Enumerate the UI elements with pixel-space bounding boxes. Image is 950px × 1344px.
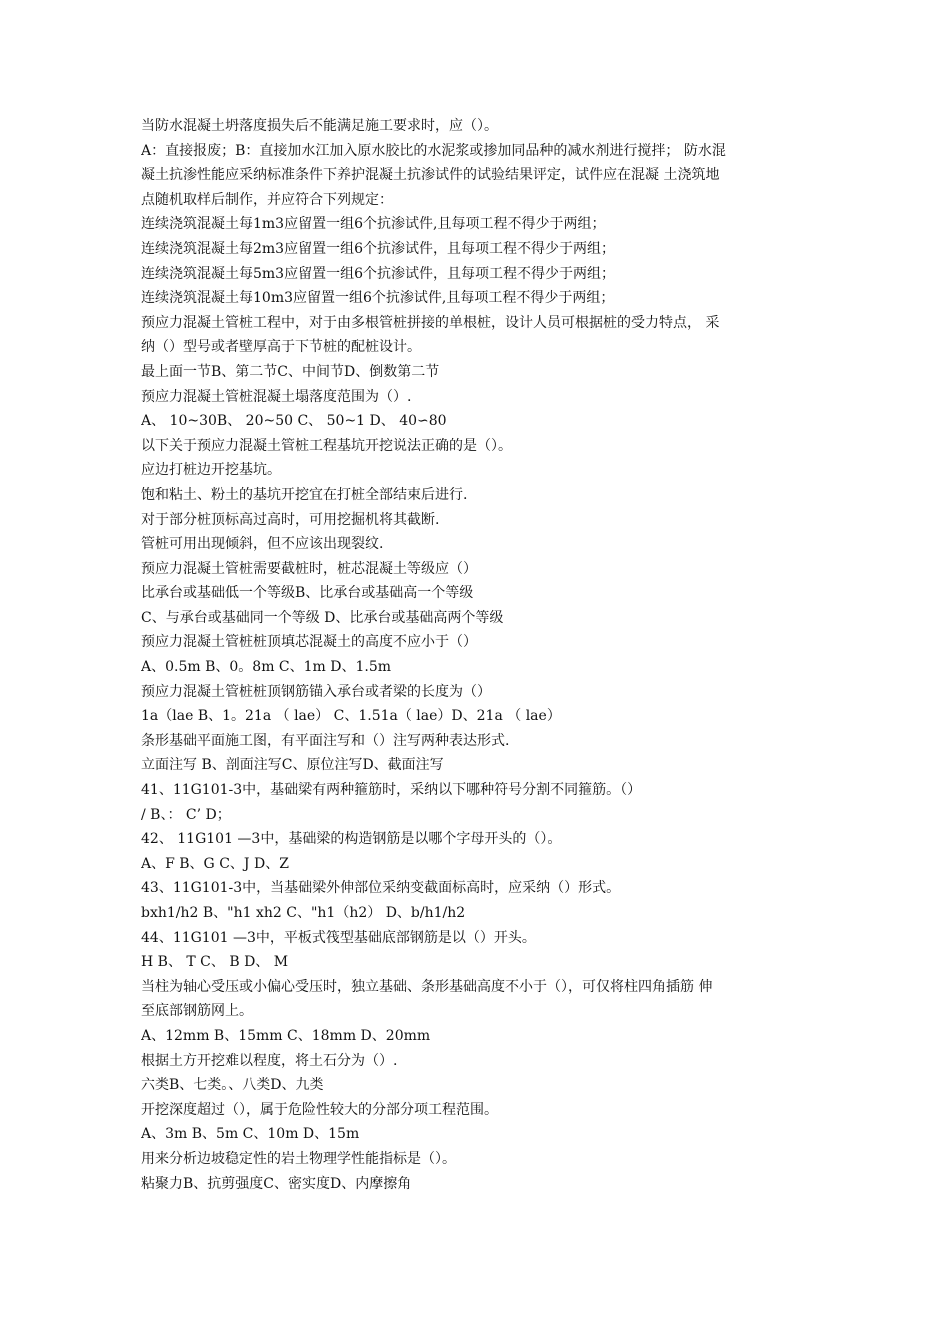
text-line: 条形基础平面施工图，有平面注写和（）注写两种表达形式. (141, 732, 510, 749)
text-line: 预应力混凝土管桩桩顶填芯混凝土的高度不应小于（） (141, 634, 477, 651)
text-line: 当防水混凝土坍落度损失后不能满足施工要求时，应（）。 (141, 118, 498, 134)
text-line: 预应力混凝土管桩桩顶钢筋锚入承台或者梁的长度为（） (141, 683, 491, 700)
text-line: bxh1/h2 B、"h1 xh2 C、"h1（h2） D、b/h1/h2 (141, 905, 466, 921)
text-line: 粘聚力B、抗剪强度C、密实度D、内摩擦角 (141, 1175, 412, 1192)
text-line: 点随机取样后制作，并应符合下列规定： (141, 191, 393, 208)
text-line: 44、11G101 —3中，平板式筏型基础底部钢筋是以（）开头。 (141, 929, 536, 946)
text-line: 应边打桩边开挖基坑。 (141, 462, 281, 479)
text-line: 立面注写 B、剖面注写C、原位注写D、截面注写 (141, 757, 444, 774)
text-line: 预应力混凝土管桩工程中，对于由多根管桩拼接的单根桩，设计人员可根据桩的受力特点， 采 (141, 314, 720, 331)
text-line: 以下关于预应力混凝土管桩工程基坑开挖说法正确的是（）。 (141, 437, 512, 454)
text-line: A：直接报废；B：直接加水江加入原水胶比的水泥浆或掺加同品种的减水剂进行搅拌； 防水混 (141, 142, 726, 159)
text-line: 至底部钢筋网上。 (141, 1003, 253, 1020)
text-line: 根据土方开挖难以程度，将土石分为（）. (141, 1052, 398, 1069)
text-line: 对于部分桩顶标高过高时，可用挖掘机将其截断. (141, 511, 440, 528)
text-line: A、F B、G C、J D、Z (141, 855, 289, 872)
text-line: 42、 11G101 —3中，基础梁的构造钢筋是以哪个字母开头的（）。 (141, 831, 562, 848)
text-line: A、0.5m B、0。8m C、1m D、1.5m (141, 659, 392, 676)
text-line: 1a（lae B、1。21a （ lae） C、1.51a（ lae）D、21a （ lae） (141, 708, 561, 725)
document-body (141, 114, 821, 1196)
text-line: A、12mm B、15mm C、18mm D、20mm (141, 1027, 431, 1044)
text-line: 管桩可用出现倾斜，但不应该出现裂纹. (141, 536, 384, 553)
text-line: 比承台或基础低一个等级B、比承台或基础高一个等级 (141, 585, 474, 602)
text-line: A、 10~30B、 20~50 C、 50~1 D、 40∽80 (141, 413, 447, 430)
text-line: 纳（）型号或者壁厚高于下节桩的配桩设计。 (141, 339, 421, 356)
text-line: 连续浇筑混凝土每2m3应留置一组6个抗渗试件，且每项工程不得少于两组； (141, 240, 615, 257)
text-line: 连续浇筑混凝土每1m3应留置一组6个抗渗试件,且每项工程不得少于两组； (141, 216, 606, 233)
text-line: 凝土抗渗性能应采纳标准条件下养护混凝土抗渗试件的试验结果评定，试件应在混凝 土浇筑地 (141, 167, 720, 184)
text-line: 用来分析边坡稳定性的岩土物理学性能指标是（）。 (141, 1150, 456, 1167)
text-line: 最上面一节B、第二节C、中间节D、倒数第二节 (141, 363, 440, 380)
text-line: 饱和粘土、粉土的基坑开挖宜在打桩全部结束后进行. (141, 486, 468, 503)
text-line: A、3m B、5m C、10m D、15m (141, 1126, 360, 1143)
text-line: 当柱为轴心受压或小偏心受压时，独立基础、条形基础高度不小于（），可仅将柱四角插筋 伸 (141, 978, 713, 995)
text-line: 预应力混凝土管桩混凝土塌落度范围为（）. (141, 388, 412, 405)
text-line: 预应力混凝土管桩需要截桩时，桩芯混凝土等级应（） (141, 560, 477, 577)
text-line: 41、11G101-3中，基础梁有两种箍筋时，采纳以下哪种符号分割不同箍筋。（） (141, 782, 642, 799)
text-line: 开挖深度超过（），属于危险性较大的分部分项工程范围。 (141, 1101, 498, 1118)
text-line: C、与承台或基础同一个等级 D、比承台或基础高两个等级 (141, 609, 504, 626)
text-line: H B、 T C、 B D、 M (141, 954, 289, 971)
text-line: / B、： C’ D； (141, 806, 231, 823)
text-line: 43、11G101-3中，当基础梁外伸部位采纳变截面标高时，应采纳（）形式。 (141, 880, 621, 897)
text-line: 连续浇筑混凝土每10m3应留置一组6个抗渗试件,且每项工程不得少于两组； (141, 290, 615, 307)
text-line: 六类B、七类。、八类D、九类 (141, 1077, 324, 1094)
text-line: 连续浇筑混凝土每5m3应留置一组6个抗渗试件，且每项工程不得少于两组； (141, 265, 615, 282)
